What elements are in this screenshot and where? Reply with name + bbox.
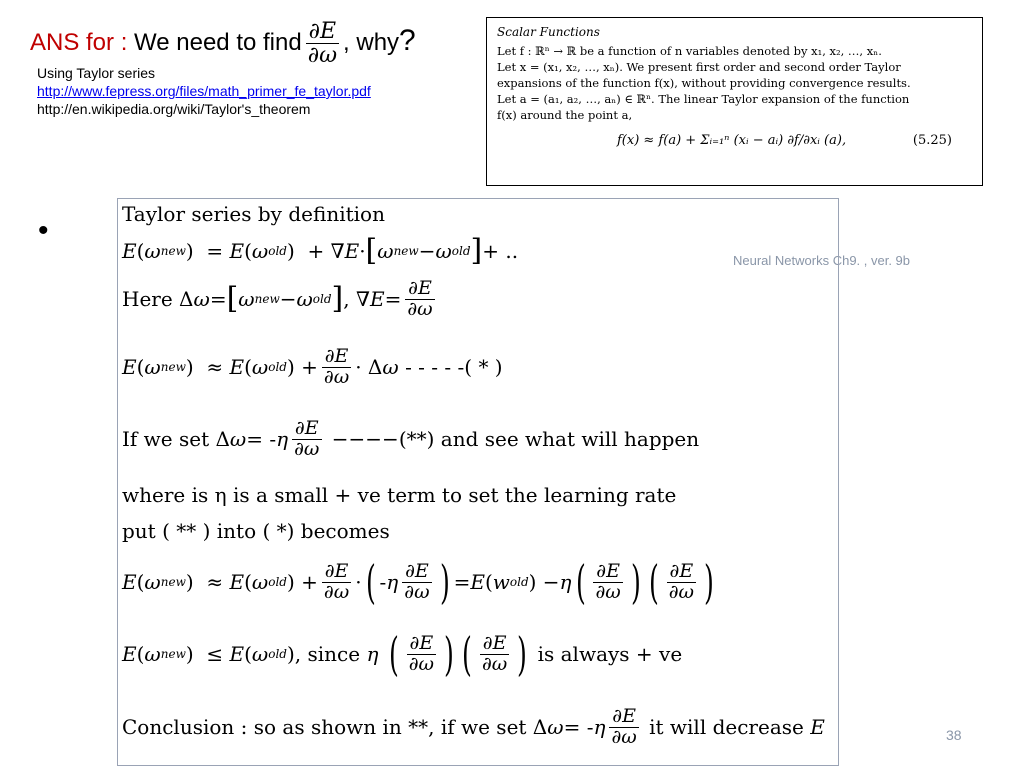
using-label: Using Taylor series: [37, 65, 156, 81]
derivation-line-7: put ( ** ) into ( *) becomes: [122, 519, 390, 543]
scalar-functions-excerpt: [486, 17, 983, 186]
title-fraction: $\frac{\partial E}{\partial\omega}$: [305, 20, 340, 67]
scalar-line: f(x) around the point a,: [497, 108, 633, 122]
derivation-line-5: If we set Δ ω = - η $\frac{\partial E}{\partial\omega}$ −−−− (**) and see what will happen: [122, 417, 700, 460]
scalar-line: Let f : ℝⁿ → ℝ be a function of n variables denoted by x₁, x₂, …, xₙ.: [497, 44, 882, 58]
bullet-dot: •: [38, 214, 49, 247]
references: [37, 64, 371, 118]
ans-label: ANS for :: [30, 28, 128, 56]
scalar-line: Let x = (x₁, x₂, …, xₙ). We present first order and second order Taylor: [497, 60, 901, 74]
derivation-line-9: E ( ω new ) ≤ E ( ω old ) , since η ( $\frac{\partial E}{\partial\omega}$ ) ( $\frac{\partial E}{\partial\omega}$ ) is always + ve: [122, 627, 683, 681]
page-number: 38: [946, 727, 962, 743]
equation-number: (5.25): [912, 133, 952, 148]
derivation-line-2: E ( ω new ) = E ( ω old ) + ∇ E · [ ω new − ω old ] + ..: [122, 233, 519, 268]
scalar-line: Let a = (a₁, a₂, …, aₙ) ∈ ℝⁿ. The linear Taylor expansion of the function: [497, 92, 910, 106]
title-suffix: , why: [343, 28, 400, 56]
taylor-equation-body: f(x) ≈ f(a) + Σᵢ₌₁ⁿ (xᵢ − aᵢ) ∂f/∂xᵢ (a),: [617, 133, 847, 148]
title-text: We need to find: [134, 28, 302, 56]
derivation-line-8: E ( ω new ) ≈ E ( ω old ) + $\frac{\partial E}{\partial\omega}$ · ( - η $\frac{\partial E}{\partial\omega}$ ) = E ( w old ) − η ( $\frac{\partial E}{\partial\omega}$ ) ( $\frac{\partial E}{\partial\omega}$ ): [122, 555, 714, 609]
taylor-equation: [497, 133, 972, 149]
derivation-line-4: E ( ω new ) ≈ E ( ω old ) + $\frac{\partial E}{\partial\omega}$ · Δ ω - - - - -( * ): [122, 345, 503, 388]
slide-title: [30, 20, 416, 67]
wikipedia-link[interactable]: http://en.wikipedia.org/wiki/Taylor's_theorem: [37, 101, 311, 117]
scalar-heading: Scalar Functions: [497, 25, 600, 39]
title-question-mark: ?: [399, 23, 416, 57]
derivation-line-1: Taylor series by definition: [122, 202, 385, 226]
fepress-link[interactable]: http://www.fepress.org/files/math_primer_fe_taylor.pdf: [37, 83, 371, 99]
derivation-line-10: Conclusion : so as shown in **, if we set Δ ω = - η $\frac{\partial E}{\partial\omega}$ it will decrease E: [122, 705, 825, 748]
scalar-line: expansions of the function f(x), without providing convergence results.: [497, 76, 911, 90]
derivation-line-3: Here Δ ω = [ ω new − ω old ] , ∇ E = $\frac{\partial E}{\partial\omega}$: [122, 279, 439, 320]
derivation-line-6: where is η is a small + ve term to set the learning rate: [122, 483, 677, 507]
derivation-box: [117, 198, 839, 766]
footer-note: Neural Networks Ch9. , ver. 9b: [733, 253, 911, 268]
